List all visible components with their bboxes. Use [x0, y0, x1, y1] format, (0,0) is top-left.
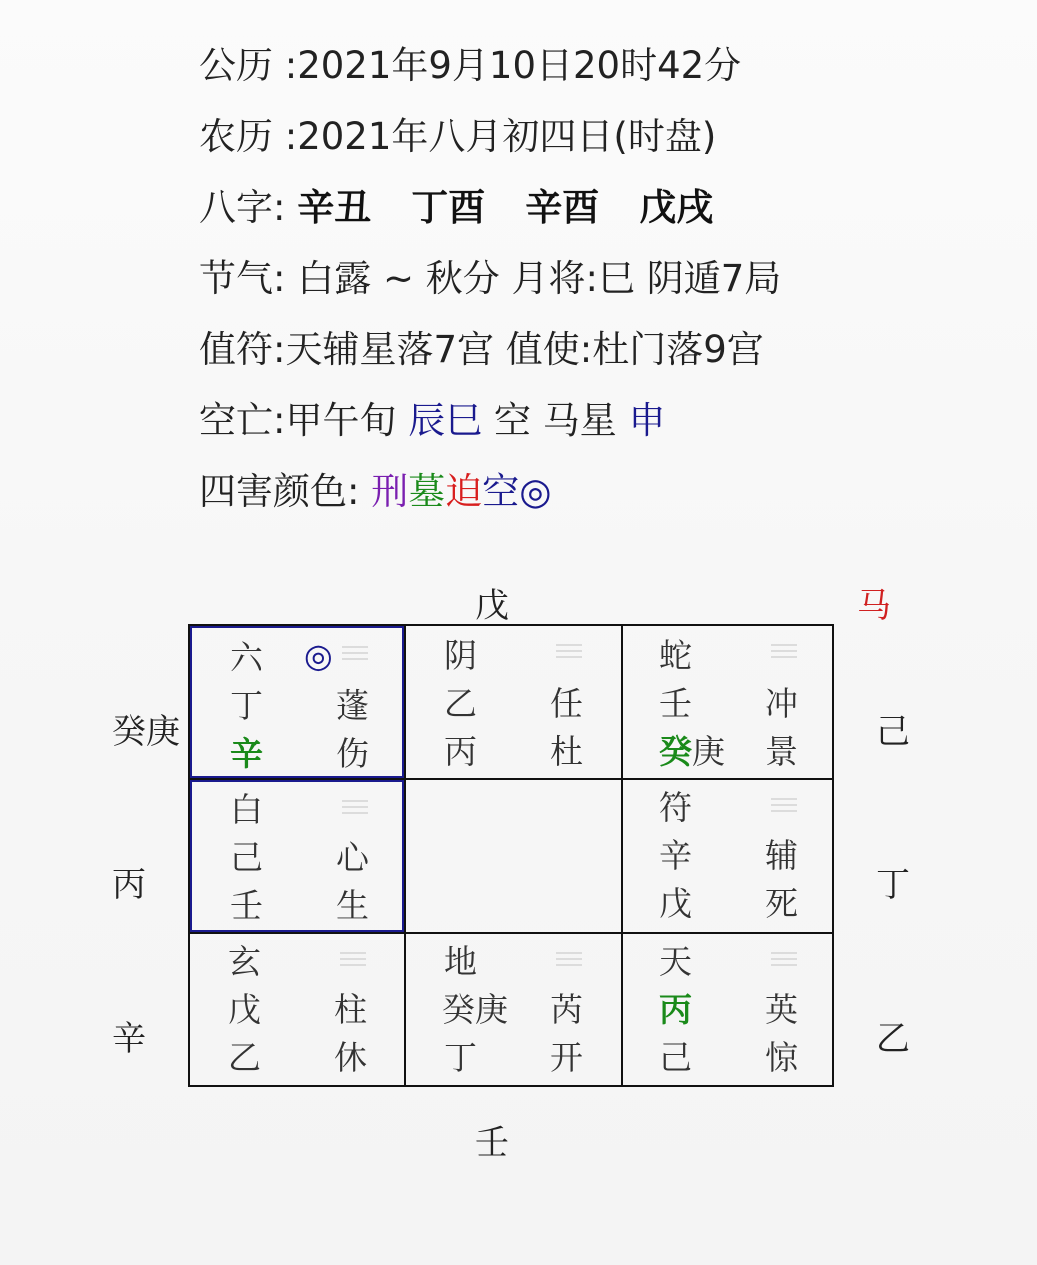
palace-god: 阴	[444, 636, 477, 675]
palace-star: 芮	[550, 990, 583, 1029]
palace-door: 生	[336, 886, 369, 925]
palace-star: 英	[765, 990, 798, 1029]
palace-heaven-stem: 丁	[230, 686, 263, 725]
palace-earth-stem: 丙	[444, 732, 477, 771]
palace-star: 任	[550, 684, 583, 723]
outer-bottom-label: 壬	[475, 1123, 509, 1163]
palace-bottom-mid	[406, 934, 621, 1085]
palace-mark-symbol: ◎	[304, 636, 333, 675]
palace-trigram-icon	[771, 952, 797, 972]
outer-right-top-label: 己	[876, 712, 910, 752]
palace-trigram-icon	[556, 952, 582, 972]
kongwang-mid: 空 马星	[482, 399, 629, 442]
palace-earth-stem	[659, 732, 725, 772]
palace-trigram-icon	[340, 952, 366, 972]
palace-star: 辅	[765, 836, 798, 875]
sihai-label: 四害颜色:	[199, 470, 372, 513]
palace-god: 白	[230, 790, 263, 829]
sihai-kong: 空	[482, 470, 520, 513]
palace-earth-stem: 辛	[230, 734, 263, 773]
palace-heaven-stem: 壬	[659, 684, 692, 723]
palace-god: 符	[659, 788, 692, 827]
jieqi-line: 节气: 白露 ~ 秋分 月将:巳 阴遁7局	[199, 257, 782, 300]
palace-earth-stem: 己	[659, 1038, 692, 1077]
palace-mid-left	[190, 780, 404, 932]
palace-center	[406, 780, 621, 932]
palace-star: 冲	[765, 684, 798, 723]
palace-door: 死	[765, 884, 798, 923]
palace-trigram-icon	[771, 798, 797, 818]
bazi-label: 八字:	[199, 186, 298, 229]
palace-mid-right	[623, 780, 832, 932]
chart-info	[199, 30, 781, 527]
palace-heaven-stem: 辛	[659, 836, 692, 875]
palace-door: 休	[334, 1038, 367, 1077]
bazi-pillar-day: 辛酉	[525, 186, 600, 229]
nine-palace-grid	[188, 624, 834, 1087]
sihai-po: 迫	[445, 470, 483, 513]
palace-heaven-stem: 乙	[444, 684, 477, 723]
outer-top-label: 戊	[475, 586, 509, 626]
palace-door: 景	[765, 732, 798, 771]
palace-earth-stem-rest: 庚	[692, 732, 725, 771]
palace-heaven-stem: 戊	[228, 990, 261, 1029]
palace-god: 玄	[228, 942, 261, 981]
kongwang-prefix: 空亡:甲午旬	[199, 399, 409, 442]
palace-god: 蛇	[659, 636, 692, 675]
bazi-pillar-month: 丁酉	[411, 186, 486, 229]
maxing-value: 申	[628, 399, 666, 442]
palace-god: 六	[230, 638, 263, 677]
palace-door: 开	[550, 1038, 583, 1077]
palace-heaven-stem: 己	[230, 838, 263, 877]
sihai-line	[199, 456, 781, 527]
sihai-mu: 墓	[408, 470, 446, 513]
horse-star-label: 马	[857, 586, 891, 626]
palace-door: 惊	[765, 1038, 798, 1077]
solar-date: 公历 :2021年9月10日20时42分	[199, 44, 742, 87]
outer-left-mid-label: 丙	[112, 865, 146, 905]
palace-god: 天	[659, 942, 692, 981]
bazi-pillar-hour: 戊戌	[639, 186, 714, 229]
palace-earth-stem: 丁	[444, 1038, 477, 1077]
outer-right-mid-label: 丁	[876, 865, 910, 905]
palace-heaven-stem: 丙	[659, 990, 692, 1029]
palace-trigram-icon	[771, 644, 797, 664]
palace-earth-stem: 乙	[228, 1038, 261, 1077]
palace-trigram-icon	[342, 646, 368, 666]
palace-earth-stem: 戊	[659, 884, 692, 923]
palace-top-left	[190, 626, 404, 778]
lunar-date: 农历 :2021年八月初四日(时盘)	[199, 115, 717, 158]
palace-bottom-left	[190, 934, 404, 1085]
outer-left-bottom-label: 辛	[112, 1019, 146, 1059]
zhifu-line: 值符:天辅星落7宫 值使:杜门落9宫	[199, 328, 764, 371]
outer-left-top-label: 癸庚	[112, 712, 180, 752]
sihai-xing: 刑	[371, 470, 409, 513]
palace-star: 蓬	[336, 686, 369, 725]
palace-star: 心	[336, 838, 369, 877]
palace-heaven-stem: 癸庚	[442, 990, 508, 1029]
kongwang-line	[199, 385, 781, 456]
sihai-symbol: ◎	[519, 470, 552, 513]
palace-earth-stem: 壬	[230, 886, 263, 925]
bazi-pillar-year: 辛丑	[297, 186, 372, 229]
palace-door: 伤	[336, 734, 369, 773]
palace-top-right	[623, 626, 832, 778]
bazi-line	[199, 172, 781, 243]
palace-earth-stem-highlight: 癸	[659, 732, 692, 771]
outer-right-bottom-label: 乙	[876, 1019, 910, 1059]
palace-god: 地	[444, 942, 477, 981]
palace-trigram-icon	[556, 644, 582, 664]
kongwang-value: 辰巳	[408, 399, 483, 442]
palace-trigram-icon	[342, 800, 368, 820]
palace-bottom-right	[623, 934, 832, 1085]
palace-top-mid	[406, 626, 621, 778]
palace-star: 柱	[334, 990, 367, 1029]
palace-door: 杜	[550, 732, 583, 771]
